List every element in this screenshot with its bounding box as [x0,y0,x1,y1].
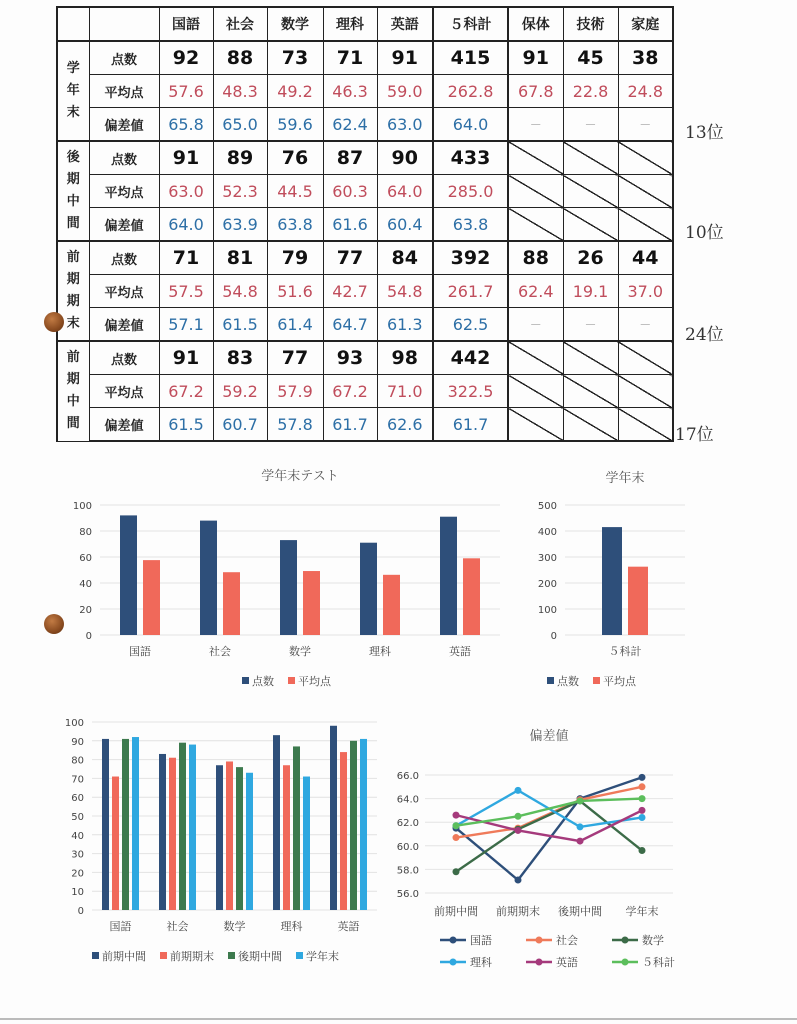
value-cell: 65.8 [159,108,213,142]
value-cell: 91 [159,341,213,375]
value-cell: 61.4 [267,308,323,342]
extra-value-cell: 38 [618,41,673,75]
extra-value-cell: － [618,308,673,342]
extra-value-cell: 44 [618,241,673,275]
bar-前期中間 [159,754,166,910]
header-blank-cell [57,7,89,41]
value-cell: 60.4 [377,208,433,242]
extra-value-cell: － [563,108,618,142]
value-cell: 91 [159,141,213,175]
term-label-char: 前 [66,250,80,265]
bar-後期中間 [179,743,186,910]
sum-header: ５科計 [433,7,508,41]
slashed-cell [508,141,563,175]
value-cell: 60.3 [323,175,377,208]
legend-swatch [593,677,600,684]
value-cell: 79 [267,241,323,275]
x-tick-label: 理科 [369,645,391,658]
legend-label: 前期期末 [170,950,214,963]
value-cell: 93 [323,341,377,375]
value-cell: 44.5 [267,175,323,208]
point-国語 [639,774,646,781]
extra-value-cell: － [618,108,673,142]
y-tick-label: 66.0 [396,771,419,782]
row-label: 平均点 [89,375,159,408]
extra-value-cell: 45 [563,41,618,75]
sum-cell: 261.7 [433,275,508,308]
y-tick-label: 58.0 [396,865,419,877]
value-cell: 88 [213,41,267,75]
point-理科 [577,823,584,830]
legend-swatch [296,952,303,959]
y-tick-label: 100 [72,501,92,512]
point-英語 [577,838,584,845]
slashed-cell [508,341,563,375]
y-tick-label: 60 [79,553,92,564]
legend-label: 点数 [557,675,579,688]
value-cell: 57.6 [159,75,213,108]
legend-label: 理科 [470,956,492,969]
x-tick-label: 社会 [209,645,231,658]
extra-value-cell: － [508,308,563,342]
point-国語 [515,877,522,884]
rank-annotation: 24位 [685,325,724,345]
legend-label: 数学 [642,934,664,947]
bar-平均点 [628,567,648,635]
table-row [57,241,673,275]
legend-label: 平均点 [298,675,331,688]
value-cell: 67.2 [159,375,213,408]
term-label-char: 間 [66,416,80,432]
sum-cell: 322.5 [433,375,508,408]
table-row [57,175,673,208]
term-label [57,141,89,241]
value-cell: 60.7 [213,408,267,442]
bar-後期中間 [122,739,129,910]
y-tick-label: 90 [71,736,84,748]
x-tick-label: 数学 [289,645,311,658]
bar-平均点 [383,575,400,635]
x-tick-label: 前期期末 [496,905,540,918]
y-tick-label: 0 [77,906,84,917]
value-cell: 61.3 [377,308,433,342]
bar-後期中間 [236,767,243,910]
legend-marker [450,937,457,944]
score-table [56,6,674,442]
point-数学 [639,847,646,854]
value-cell: 77 [323,241,377,275]
x-tick-label: 英語 [449,645,471,658]
term-label-char: 間 [66,216,80,231]
y-tick-label: 20 [79,605,92,616]
value-cell: 52.3 [213,175,267,208]
slashed-cell [563,341,618,375]
legend-label: 前期中間 [102,950,146,963]
legend-label: 国語 [470,934,492,947]
term-label-char: 期 [66,172,80,187]
x-tick-label: 国語 [109,920,132,933]
value-cell: 63.0 [377,108,433,142]
value-cell: 61.5 [159,408,213,442]
extra-value-cell: 91 [508,41,563,75]
bar-後期中間 [293,746,300,910]
extra-value-cell: － [563,308,618,342]
slashed-cell [563,141,618,175]
row-label: 点数 [89,41,159,75]
point-数学 [453,868,460,875]
value-cell: 63.8 [267,208,323,242]
chart-deviation [385,720,685,980]
legend-label: 学年末 [306,950,339,963]
value-cell: 98 [377,341,433,375]
sum-cell: 415 [433,41,508,75]
y-tick-label: 50 [71,812,84,823]
y-tick-label: 40 [79,579,92,590]
bar-前期中間 [330,726,337,910]
term-label-char: 中 [66,194,80,209]
bar-平均点 [303,571,320,635]
sum-cell: 262.8 [433,75,508,108]
legend-marker [536,937,543,944]
value-cell: 61.7 [323,408,377,442]
point-５科計 [577,797,584,804]
x-tick-label: 理科 [280,920,303,933]
table-row [57,308,673,342]
y-tick-label: 30 [71,849,84,861]
y-tick-label: 60 [71,793,84,805]
slashed-cell [563,208,618,242]
legend-label: 後期中間 [238,950,282,963]
row-label: 平均点 [89,75,159,108]
value-cell: 61.6 [323,208,377,242]
point-社会 [453,834,460,841]
y-tick-label: 60.0 [396,841,419,853]
value-cell: 57.8 [267,408,323,442]
point-５科計 [515,813,522,820]
extra-subject-header: 家庭 [618,7,673,41]
value-cell: 42.7 [323,275,377,308]
value-cell: 62.4 [323,108,377,142]
value-cell: 54.8 [213,275,267,308]
term-label-char: 末 [66,105,80,120]
value-cell: 63.9 [213,208,267,242]
term-label-char: 後 [66,150,80,165]
legend-marker [622,959,629,966]
bar-前期期末 [169,758,176,910]
chart-title: 偏差値 [529,729,569,744]
legend-swatch [92,952,99,959]
y-tick-label: 70 [71,774,84,786]
term-label-char: 前 [66,350,80,366]
chart-title: 学年末テスト [261,469,339,484]
term-label [57,341,89,441]
point-社会 [639,783,646,790]
point-５科計 [453,822,460,829]
value-cell: 57.1 [159,308,213,342]
y-tick-label: 80 [71,755,84,767]
bar-学年末 [360,739,367,910]
legend-label: 点数 [252,675,274,688]
value-cell: 76 [267,141,323,175]
value-cell: 62.6 [377,408,433,442]
term-label-char: 期 [66,272,80,287]
value-cell: 71 [159,241,213,275]
subject-header: 数学 [267,7,323,41]
legend-swatch [160,952,167,959]
y-tick-label: 100 [64,718,84,729]
legend-marker [536,959,543,966]
y-tick-label: 300 [537,553,557,564]
legend-marker [622,937,629,944]
value-cell: 64.0 [159,208,213,242]
slashed-cell [618,141,673,175]
bar-学年末 [189,745,196,910]
x-tick-label: 前期中間 [434,905,478,918]
y-tick-label: 0 [550,631,557,642]
table-row [57,41,673,75]
value-cell: 71 [323,41,377,75]
extra-subject-header: 保体 [508,7,563,41]
table-row [57,75,673,108]
bar-学年末 [303,777,310,910]
chart-gakunenmatsu-test [60,460,505,700]
subject-header: 社会 [213,7,267,41]
sum-cell: 62.5 [433,308,508,342]
value-cell: 57.5 [159,275,213,308]
extra-value-cell: 22.8 [563,75,618,108]
value-cell: 73 [267,41,323,75]
slashed-cell [618,341,673,375]
term-label-char: 期 [66,372,80,388]
point-５科計 [639,795,646,802]
value-cell: 90 [377,141,433,175]
x-tick-label: ５科計 [608,645,642,658]
term-label [57,41,89,141]
value-cell: 64.7 [323,308,377,342]
slashed-cell [618,375,673,408]
y-tick-label: 0 [85,631,92,642]
slashed-cell [508,208,563,242]
subject-header: 国語 [159,7,213,41]
y-tick-label: 100 [537,605,557,616]
value-cell: 92 [159,41,213,75]
slashed-cell [563,375,618,408]
bar-点数 [120,515,137,635]
extra-value-cell: － [508,108,563,142]
row-label: 偏差値 [89,308,159,342]
point-英語 [515,827,522,834]
term-label-char: 学 [66,61,80,76]
slashed-cell [563,408,618,442]
bar-点数 [602,527,622,635]
legend-label: ５科計 [642,956,675,969]
bar-平均点 [223,572,240,635]
term-label-char: 年 [66,83,80,98]
x-tick-label: 社会 [166,920,189,933]
table-row [57,341,673,375]
y-tick-label: 10 [71,887,84,899]
row-label: 平均点 [89,275,159,308]
y-tick-label: 56.0 [396,889,419,900]
point-英語 [453,812,460,819]
extra-value-cell: 62.4 [508,275,563,308]
sum-cell: 392 [433,241,508,275]
row-label: 点数 [89,241,159,275]
term-label-char: 末 [66,316,80,331]
punch-hole-icon [44,312,64,332]
value-cell: 59.2 [213,375,267,408]
bar-平均点 [463,558,480,635]
value-cell: 83 [213,341,267,375]
bar-平均点 [143,560,160,635]
value-cell: 87 [323,141,377,175]
table-row [57,108,673,142]
legend-label: 英語 [556,956,578,969]
value-cell: 51.6 [267,275,323,308]
table-row [57,208,673,242]
table-row [57,375,673,408]
row-label: 点数 [89,341,159,375]
extra-value-cell: 37.0 [618,275,673,308]
x-tick-label: 国語 [129,645,151,658]
sum-cell: 442 [433,341,508,375]
y-tick-label: 500 [537,501,557,512]
table-row [57,408,673,442]
bar-前期期末 [112,777,119,910]
legend-swatch [547,677,554,684]
bar-前期中間 [216,765,223,910]
bar-前期中間 [273,735,280,910]
value-cell: 77 [267,341,323,375]
value-cell: 57.9 [267,375,323,408]
legend-swatch [288,677,295,684]
value-cell: 67.2 [323,375,377,408]
extra-subject-header: 技術 [563,7,618,41]
value-cell: 65.0 [213,108,267,142]
legend-marker [450,959,457,966]
bar-学年末 [246,773,253,910]
table-row [57,141,673,175]
value-cell: 48.3 [213,75,267,108]
x-tick-label: 後期中間 [558,905,602,918]
x-tick-label: 数学 [223,920,246,933]
extra-value-cell: 67.8 [508,75,563,108]
bar-学年末 [132,737,139,910]
bar-点数 [200,521,217,635]
point-理科 [639,814,646,821]
rank-annotation: 10位 [685,223,724,243]
extra-value-cell: 24.8 [618,75,673,108]
extra-value-cell: 88 [508,241,563,275]
subject-header: 理科 [323,7,377,41]
rank-annotation: 17位 [675,425,714,445]
bar-点数 [440,517,457,635]
value-cell: 59.0 [377,75,433,108]
paper-edge [0,1018,797,1020]
slashed-cell [508,375,563,408]
row-label: 偏差値 [89,208,159,242]
y-tick-label: 62.0 [396,818,419,830]
value-cell: 49.2 [267,75,323,108]
value-cell: 84 [377,241,433,275]
value-cell: 59.6 [267,108,323,142]
point-理科 [515,787,522,794]
rank-annotation: 13位 [685,123,724,143]
value-cell: 89 [213,141,267,175]
y-tick-label: 400 [537,527,557,538]
value-cell: 63.0 [159,175,213,208]
chart-title: 学年末 [605,471,645,486]
value-cell: 46.3 [323,75,377,108]
bar-点数 [360,543,377,635]
legend-swatch [242,677,249,684]
header-blank-cell [89,7,159,41]
bar-前期中間 [102,739,109,910]
slashed-cell [563,175,618,208]
chart-term-comparison [60,710,380,975]
extra-value-cell: 19.1 [563,275,618,308]
x-tick-label: 学年末 [625,905,659,918]
table-row [57,275,673,308]
legend-label: 平均点 [603,675,636,688]
row-label: 偏差値 [89,108,159,142]
sum-cell: 61.7 [433,408,508,442]
row-label: 偏差値 [89,408,159,442]
sum-cell: 285.0 [433,175,508,208]
slashed-cell [618,175,673,208]
y-tick-label: 80 [79,527,92,538]
bar-前期期末 [226,761,233,910]
extra-value-cell: 26 [563,241,618,275]
value-cell: 61.5 [213,308,267,342]
bar-前期期末 [340,752,347,910]
x-tick-label: 英語 [337,920,360,933]
sum-cell: 433 [433,141,508,175]
value-cell: 91 [377,41,433,75]
line-社会 [456,787,642,838]
value-cell: 64.0 [377,175,433,208]
sum-cell: 64.0 [433,108,508,142]
y-tick-label: 64.0 [396,794,419,806]
value-cell: 81 [213,241,267,275]
sum-cell: 63.8 [433,208,508,242]
value-cell: 71.0 [377,375,433,408]
row-label: 平均点 [89,175,159,208]
term-label-char: 中 [66,394,80,410]
point-英語 [639,807,646,814]
slashed-cell [618,208,673,242]
row-label: 点数 [89,141,159,175]
y-tick-label: 200 [537,579,557,590]
value-cell: 54.8 [377,275,433,308]
legend-swatch [228,952,235,959]
bar-前期期末 [283,765,290,910]
subject-header: 英語 [377,7,433,41]
slashed-cell [508,408,563,442]
bar-後期中間 [350,741,357,910]
table-header-row [57,7,673,41]
y-tick-label: 20 [71,868,84,880]
term-label-char: 期 [66,294,80,309]
chart-gakunenmatsu-sum [525,460,695,700]
bar-点数 [280,540,297,635]
y-tick-label: 40 [71,830,84,842]
slashed-cell [508,175,563,208]
slashed-cell [618,408,673,442]
legend-label: 社会 [556,934,578,947]
